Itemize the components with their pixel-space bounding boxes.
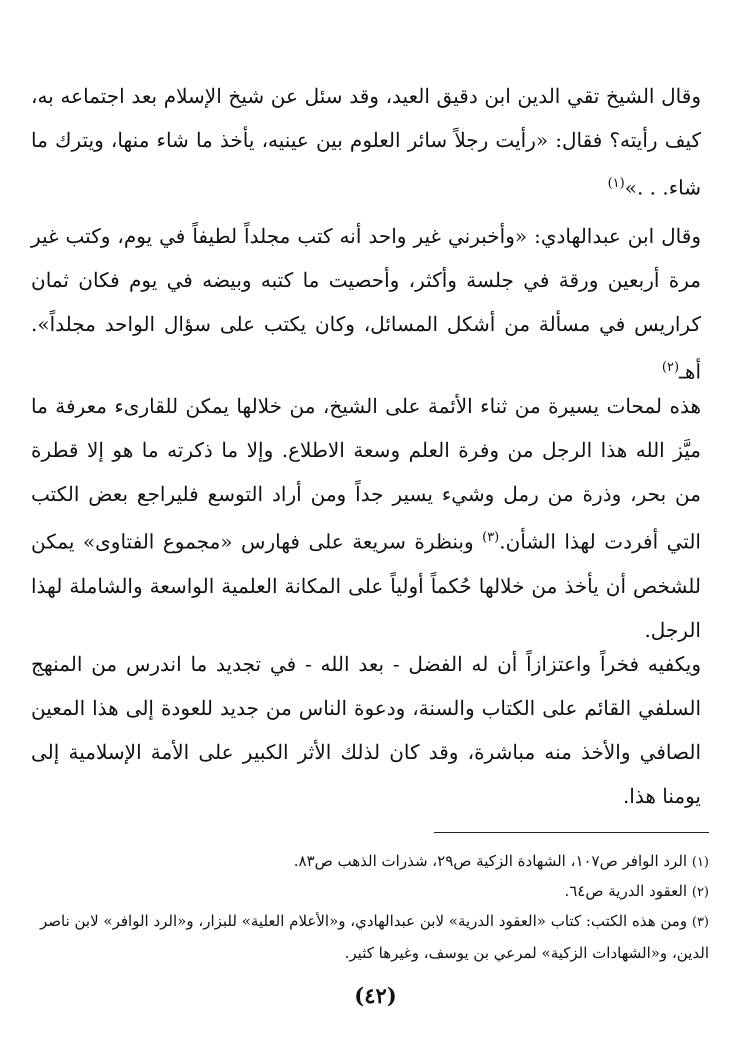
footnote-text: العقود الدرية ص٦٤.	[564, 882, 688, 900]
footnote-separator	[434, 832, 709, 833]
footnote-number: (١)	[691, 855, 709, 870]
footnote-reference: (٣)	[482, 530, 500, 545]
footnote-text: ومن هذه الكتب: كتاب «العقود الدرية» لابن عبدالهادي، و«الأعلام العلية» للبزار، و«الرد الوافر» لابن ناصر الدين، و«الشهادات الزكية» لمرعي بن يوسف، وغيرها كثير.	[39, 912, 709, 962]
footnote-2	[29, 876, 709, 908]
footnote-number: (٣)	[691, 915, 709, 930]
paragraph-text: وقال ابن عبدالهادي: «وأخبرني غير واحد أنه كتب مجلداً لطيفاً في يوم، وكتب غير مرة أربعين ورقة في جلسة وأكثر، وأحصيت ما كتبه وبيضه في يوم فكان ثمان كراريس في مسألة من أشكل المسائل، وكان يكتب على سؤال الواحد مجلداً». أهـ	[31, 224, 701, 384]
paragraph-glimpses-of-praise	[31, 384, 701, 652]
footnote-3	[29, 906, 709, 968]
footnote-text: الرد الوافر ص١٠٧، الشهادة الزكية ص٢٩، شذرات الذهب ص٨٣.	[293, 852, 688, 870]
paragraph-renewal-of-methodology	[31, 642, 701, 818]
paragraph-text-continued: وبنظرة سريعة على فهارس «مجموع الفتاوى» يمكن للشخص أن يأخذ من خلالها حُكماً أولياً على المكانة العلمية الواسعة والشاملة لهذا الرجل.	[31, 529, 701, 642]
paragraph-ibn-daqiq-quote	[31, 74, 701, 210]
paragraph-text: هذه لمحات يسيرة من ثناء الأئمة على الشيخ، من خلالها يمكن للقارىء معرفة ما ميَّز الله هذا الرجل من وفرة العلم وسعة الاطلاع. وإلا ما ذكرته ما هو إلا قطرة من بحر، وذرة من رمل وشيء يسير جداً ومن أراد التوسع فليراجع بعض الكتب التي أفردت لهذا الشأن.	[31, 394, 701, 554]
footnote-1	[29, 846, 709, 878]
footnote-reference: (٢)	[661, 360, 680, 375]
footnote-number: (٢)	[691, 885, 709, 900]
paragraph-ibn-abdulhadi-quote	[31, 214, 701, 394]
footnote-reference: (١)	[607, 176, 625, 191]
paragraph-text: ويكفيه فخراً واعتزازاً أن له الفضل - بعد الله - في تجديد ما اندرس من المنهج السلفي القائم على الكتاب والسنة، ودعوة الناس من جديد للعودة إلى هذا المعين الصافي والأخذ منه مباشرة، وقد كان لذلك الأثر الكبير على الأمة الإسلامية إلى يومنا هذا.	[31, 652, 701, 808]
paragraph-text: وقال الشيخ تقي الدين ابن دقيق العيد، وقد سئل عن شيخ الإسلام بعد اجتماعه به، كيف رأيته؟ فقال: «رأيت رجلاً سائر العلوم بين عينيه، يأخذ ما شاء منها، ويترك ما شاء. . .»	[31, 84, 701, 200]
page-number: (٤٢)	[354, 983, 397, 1008]
